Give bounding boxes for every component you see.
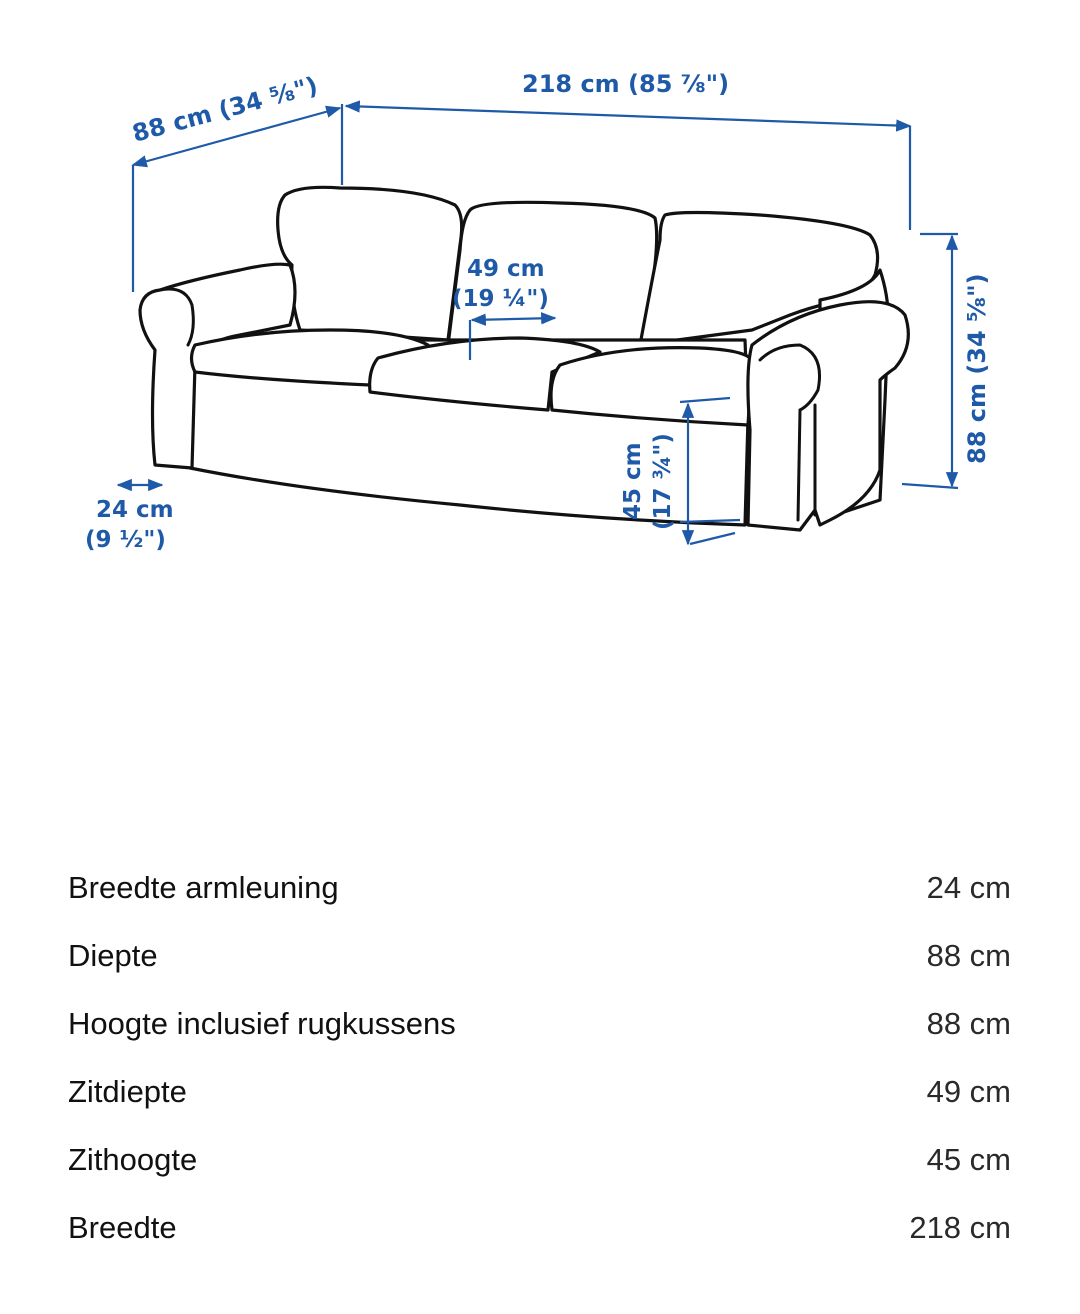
arm-width-inch-label: (9 ½") xyxy=(85,527,166,553)
spec-value: 24 cm xyxy=(926,870,1011,905)
spec-value: 88 cm xyxy=(926,1006,1011,1041)
spec-value: 49 cm xyxy=(926,1074,1011,1109)
spec-label: Zitdiepte xyxy=(68,1074,187,1109)
arm-width-cm-label: 24 cm xyxy=(96,497,174,523)
spec-label: Diepte xyxy=(68,938,158,973)
seat-height-cm-label: 45 cm xyxy=(620,442,646,520)
spec-value: 45 cm xyxy=(926,1142,1011,1177)
seat-depth-inch-label: (19 ¼") xyxy=(452,286,549,312)
width-dimension-label: 218 cm (85 ⅞") xyxy=(522,70,730,98)
sofa-dimension-diagram xyxy=(0,0,1080,620)
spec-label: Zithoogte xyxy=(68,1142,198,1177)
seat-depth-cm-label: 49 cm xyxy=(467,256,545,282)
seat-height-inch-label: (17 ¾") xyxy=(650,433,676,530)
spec-row-width xyxy=(68,1194,1011,1262)
spec-label: Hoogte inclusief rugkussens xyxy=(68,1006,456,1041)
spec-row-depth xyxy=(68,922,1011,990)
spec-label: Breedte armleuning xyxy=(68,870,339,905)
spec-row-seat-depth xyxy=(68,1058,1011,1126)
spec-row-arm-width xyxy=(68,854,1011,922)
spec-label: Breedte xyxy=(68,1210,177,1245)
spec-value: 218 cm xyxy=(909,1210,1011,1245)
spec-row-seat-height xyxy=(68,1126,1011,1194)
spec-row-height xyxy=(68,990,1011,1058)
sofa-illustration xyxy=(140,187,908,530)
height-dimension-label: 88 cm (34 ⁵⁄₈") xyxy=(963,273,991,464)
spec-value: 88 cm xyxy=(926,938,1011,973)
depth-dimension-label: 88 cm (34 ⁵⁄₈") xyxy=(129,71,321,148)
dimension-specs-list xyxy=(68,854,1011,1262)
